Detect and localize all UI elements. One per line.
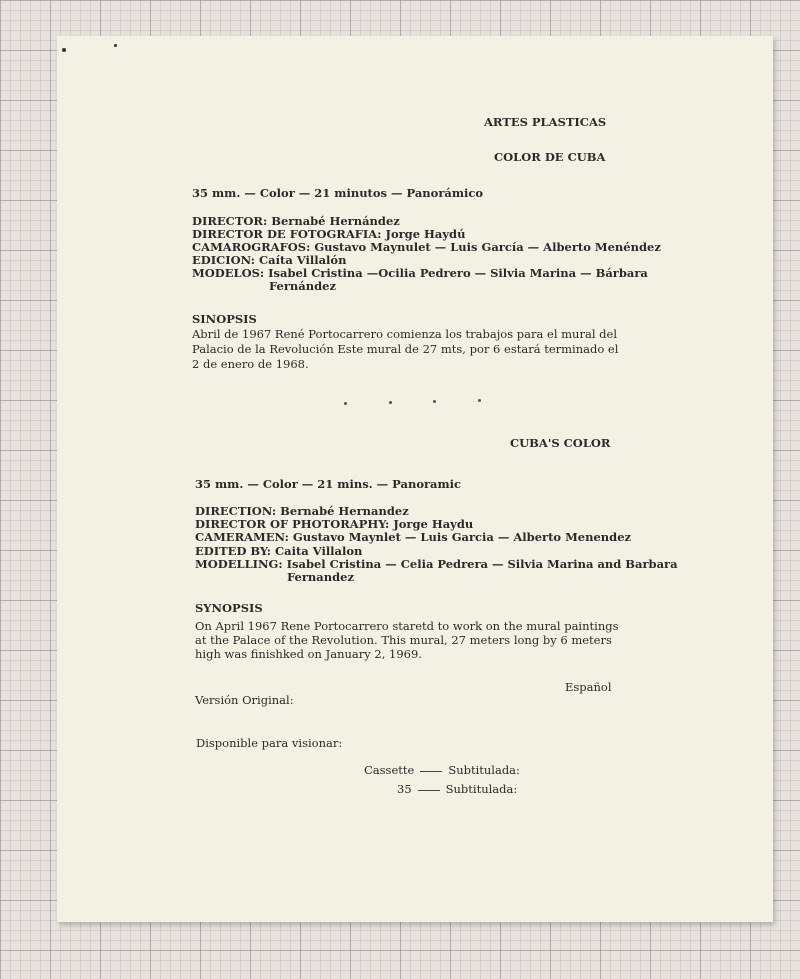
credit-value: Isabel Cristina —Ocilia Pedrero — Silvia Marina — Bárbara Fernández	[268, 266, 648, 293]
title-spanish: COLOR DE CUBA	[494, 150, 606, 164]
credit-label: MODELLING:	[195, 557, 283, 571]
synopsis-heading-spanish: SINOPSIS	[192, 312, 257, 326]
credit-label: MODELOS:	[192, 266, 265, 280]
synopsis-heading-english: SYNOPSIS	[195, 601, 263, 615]
separator-dot	[478, 399, 481, 402]
credit-label: EDICION:	[192, 253, 256, 267]
credit-label: CAMERAMEN:	[195, 530, 289, 544]
credit-value: Isabel Cristina — Celia Pedrera — Silvia Marina and Barbara Fernandez	[286, 557, 678, 584]
synopsis-line: On April 1967 Rene Portocarrero staretd to work on the mural paintings	[195, 619, 619, 633]
punch-hole-mark	[114, 44, 117, 47]
separator-dot	[389, 401, 392, 404]
specs-english: 35 mm. — Color — 21 mins. — Panoramic	[195, 477, 462, 491]
credit-label: DIRECTOR DE FOTOGRAFIA:	[192, 227, 382, 241]
credit-value: Bernabé Hernández	[271, 214, 400, 228]
credit-label: DIRECTOR OF PHOTORAPHY:	[195, 517, 390, 531]
blank-line	[420, 771, 442, 772]
specs-spanish: 35 mm. — Color — 21 minutos — Panorámico	[192, 186, 484, 200]
credit-label: DIRECTION:	[195, 504, 277, 518]
credit-modelling	[195, 558, 729, 584]
credit-value: Caita Villalon	[274, 544, 363, 558]
separator-dot	[433, 400, 436, 403]
credit-value: Jorge Haydu	[393, 517, 474, 531]
title-english: CUBA'S COLOR	[510, 436, 611, 450]
subtitled-label: Subtitulada:	[448, 763, 520, 777]
credit-label: EDITED BY:	[195, 544, 271, 558]
mm35-label: 35	[397, 782, 412, 796]
mm35-row	[397, 783, 517, 796]
synopsis-line: 2 de enero de 1968.	[192, 357, 309, 371]
credit-value: Gustavo Maynlet — Luis Garcia — Alberto Menendez	[292, 530, 632, 544]
blank-line	[418, 790, 440, 791]
punch-hole-mark	[62, 48, 66, 52]
credit-label: CAMAROGRAFOS:	[192, 240, 311, 254]
available-label: Disponible para visionar:	[196, 736, 343, 750]
synopsis-line: at the Palace of the Revolution. This mural, 27 meters long by 6 meters	[195, 633, 612, 647]
separator-dot	[344, 402, 347, 405]
credit-value: Gustavo Maynulet — Luis García — Alberto Menéndez	[314, 240, 661, 254]
subtitled-label: Subtitulada:	[445, 782, 518, 796]
synopsis-line: Abril de 1967 René Portocarrero comienza los trabajos para el mural del	[192, 327, 618, 341]
credit-value: Caíta Villalón	[259, 253, 347, 267]
synopsis-line: Palacio de la Revolución Este mural de 27 mts, por 6 estará terminado el	[192, 342, 619, 356]
version-original-value: Español	[565, 680, 612, 694]
cassette-label: Cassette	[364, 763, 415, 777]
category-heading: ARTES PLASTICAS	[484, 115, 607, 129]
synopsis-line: high was finishked on January 2, 1969.	[195, 647, 422, 661]
credit-label: DIRECTOR:	[192, 214, 268, 228]
cassette-row	[364, 764, 520, 777]
credit-cameramen	[195, 531, 631, 544]
document-page	[57, 36, 773, 922]
version-original-label: Versión Original:	[195, 693, 294, 707]
credit-value: Jorge Haydú	[385, 227, 466, 241]
credit-models	[192, 267, 714, 293]
credit-value: Bernabé Hernandez	[280, 504, 409, 518]
